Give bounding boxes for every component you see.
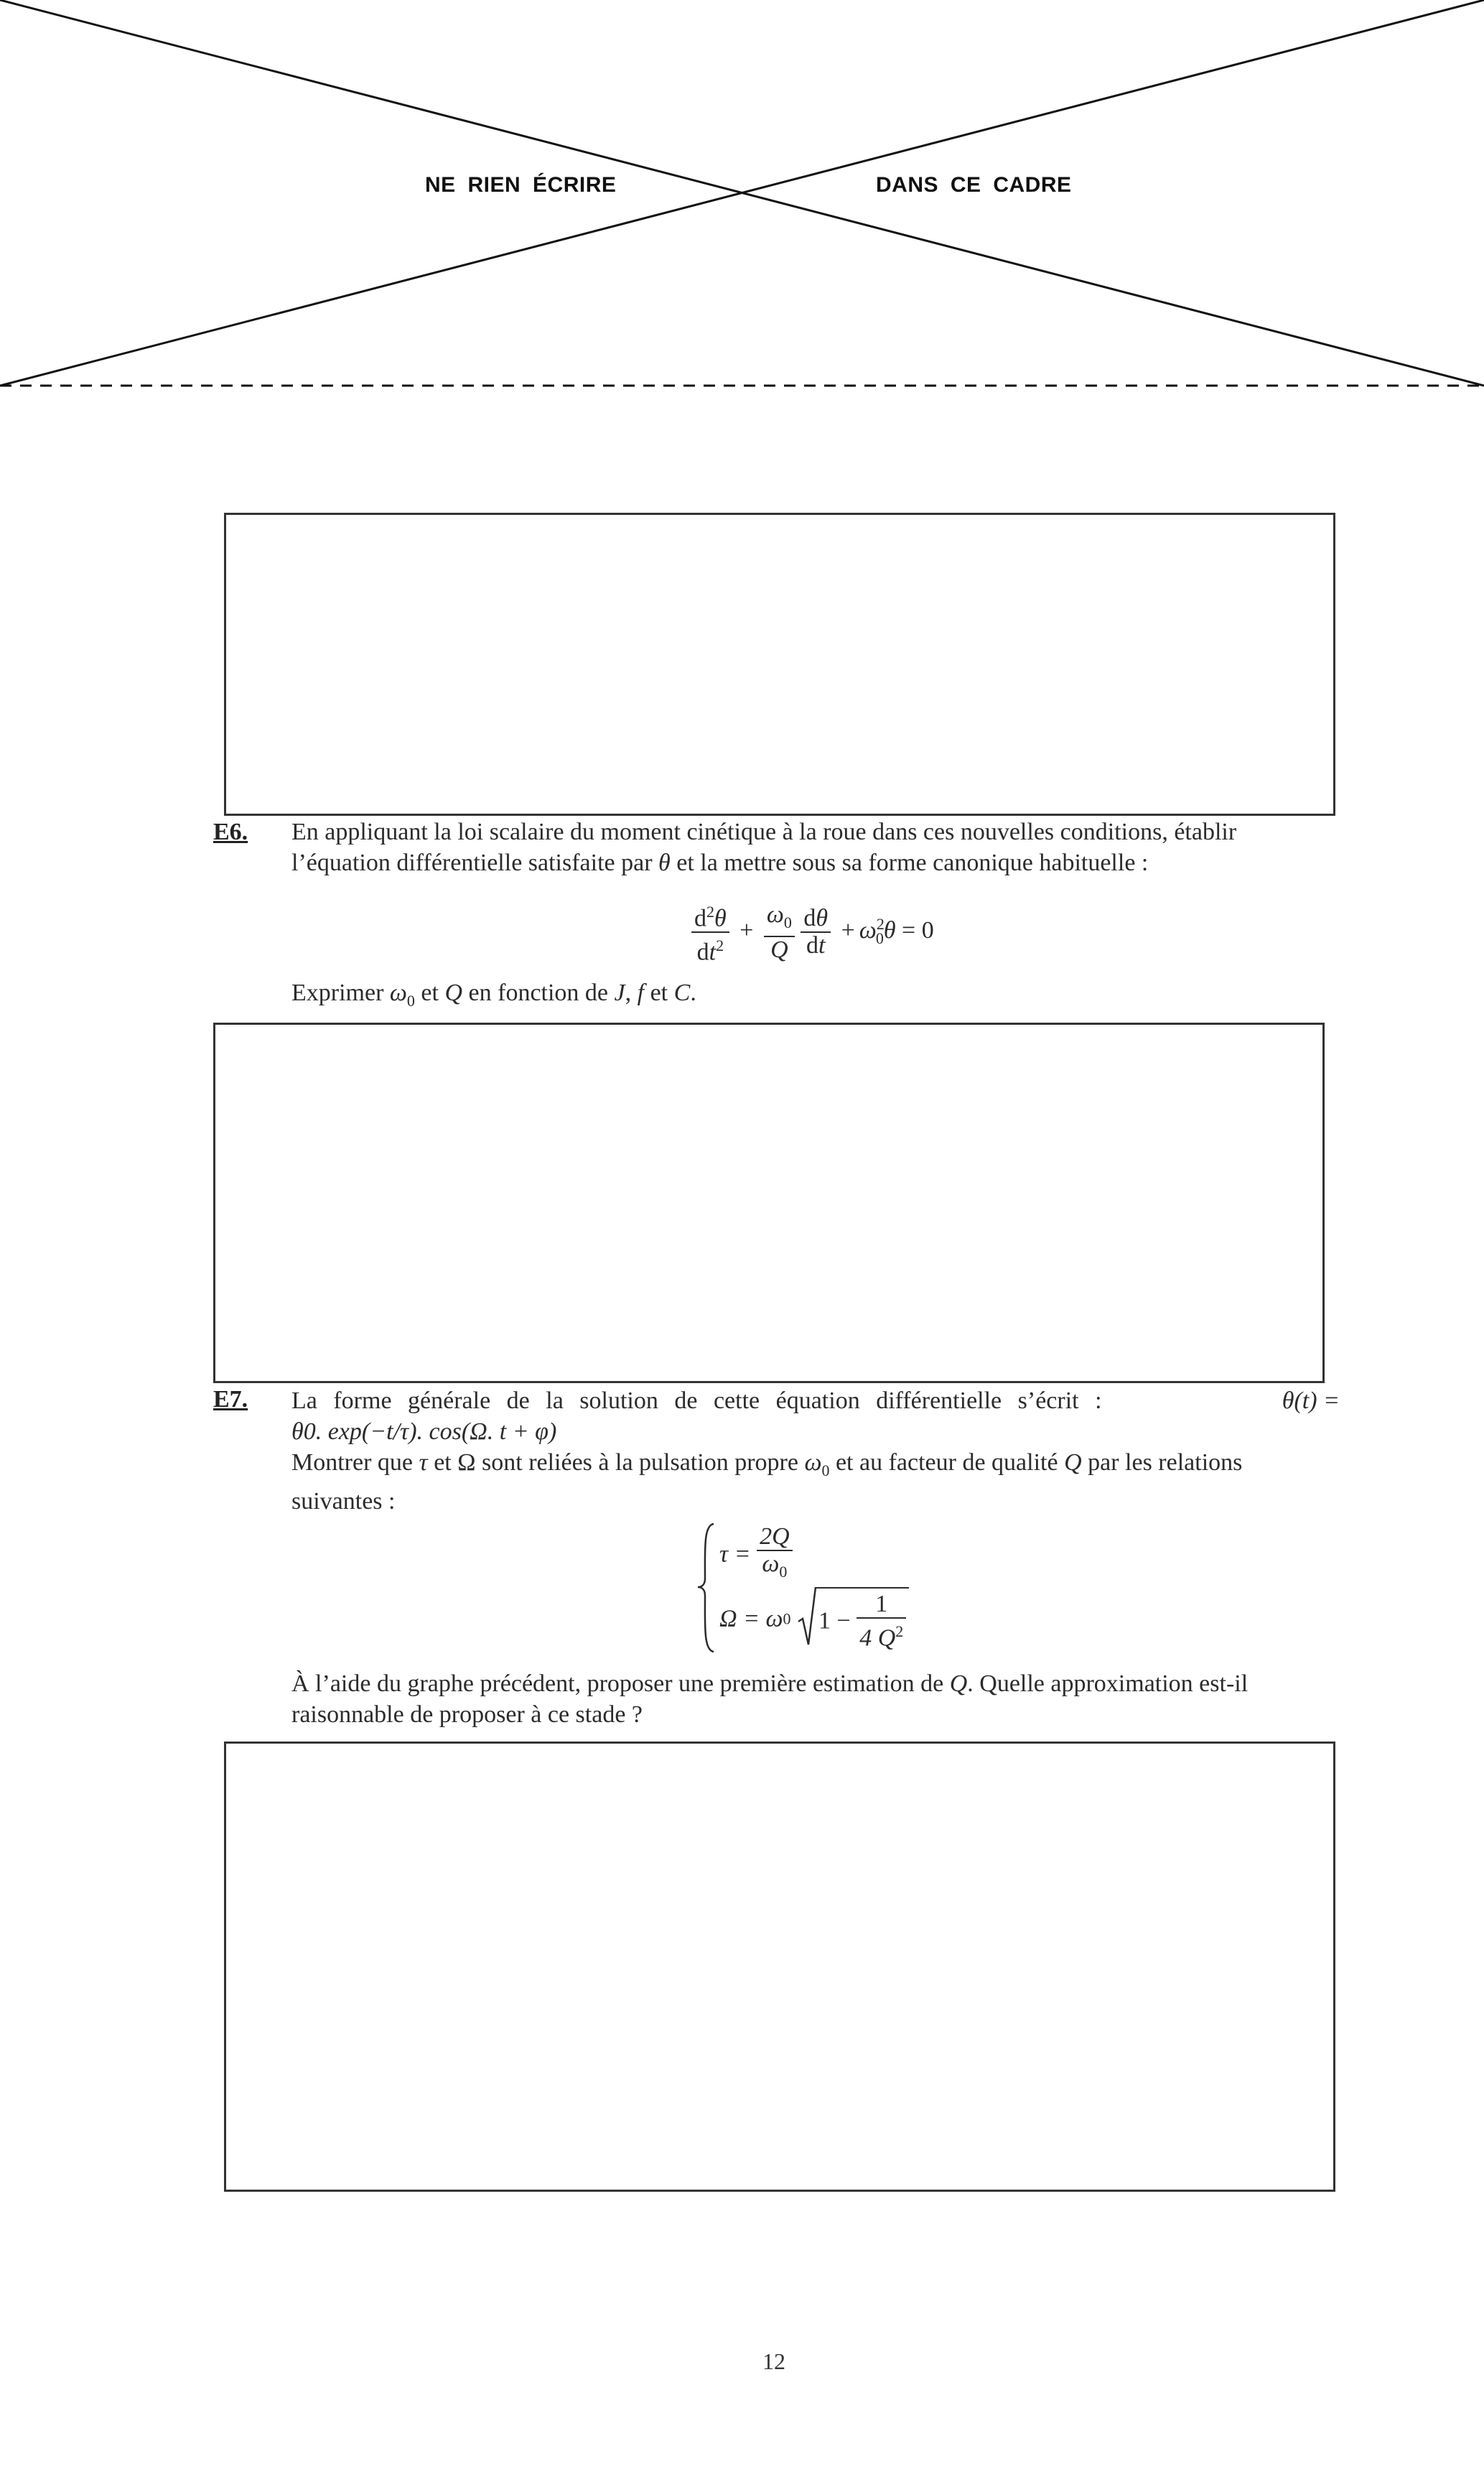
tau-relation: τ = $\frac{2Q}{\omega_0}$ xyxy=(719,1524,793,1585)
header-left-text: NE RIEN ÉCRIRE xyxy=(425,173,617,197)
e6-canonical-equation: $\frac{d^2\theta}{dt^2}$ + $\frac{\omega_0}{Q}$ $\frac{d\theta}{dt}$ + $\omega^2_0\theta = 0$ xyxy=(691,899,934,966)
page-number: 12 xyxy=(762,2348,785,2374)
e7-line-3: Montrer que τ et Ω sont reliées à la pulsation propre $\omega_0$ et au facteur de qualité Q par les relations xyxy=(291,1449,1243,1479)
answer-box-2[interactable] xyxy=(213,1023,1325,1383)
e7-line-1: La forme générale de la solution de cette équation différentielle s’écrit : θ(t) = xyxy=(291,1387,1340,1414)
answer-box-1[interactable] xyxy=(224,513,1335,816)
e7-question-text xyxy=(291,1668,1340,1730)
omega-over-q-fraction: $\frac{\omega_0}{Q}$ xyxy=(764,902,795,963)
e6-text xyxy=(291,817,1340,878)
question-label-e6: E6. xyxy=(213,819,248,845)
question-label-e7: E7. xyxy=(213,1386,248,1413)
e6-express-line: Exprimer $\omega_0$ et Q en fonction de J, f et C. xyxy=(291,980,696,1010)
second-derivative-fraction: $\frac{d^2\theta}{dt^2}$ xyxy=(691,899,729,966)
left-brace xyxy=(696,1521,718,1654)
sqrt-sign xyxy=(797,1586,817,1647)
answer-box-3[interactable] xyxy=(224,1741,1335,2192)
omega-relation: Ω = ω0 1 − $\frac{1}{4 Q^2}$ xyxy=(719,1587,909,1651)
e7-line-6: raisonnable de proposer à ce stade ? xyxy=(291,1701,643,1728)
e7-text xyxy=(291,1385,1340,1517)
e7-relations-system xyxy=(696,1521,926,1654)
e7-line-4: suivantes : xyxy=(291,1487,396,1515)
e7-line-2: θ0. exp(−t/τ). cos(Ω. t + φ) xyxy=(291,1418,557,1445)
e6-line-1: En appliquant la loi scalaire du moment cinétique à la roue dans ces nouvelles conditions, établir xyxy=(291,819,1237,845)
e6-line-2: l’équation différentielle satisfaite par θ et la mettre sous sa forme canonique habituelle : xyxy=(291,850,1149,876)
no-write-frame xyxy=(0,0,1484,402)
e7-line-5: À l’aide du graphe précédent, proposer une première estimation de Q. Quelle approximation est-il xyxy=(291,1670,1249,1697)
header-right-text: DANS CE CADRE xyxy=(876,173,1072,197)
first-derivative-fraction: $\frac{d\theta}{dt}$ xyxy=(801,906,831,959)
